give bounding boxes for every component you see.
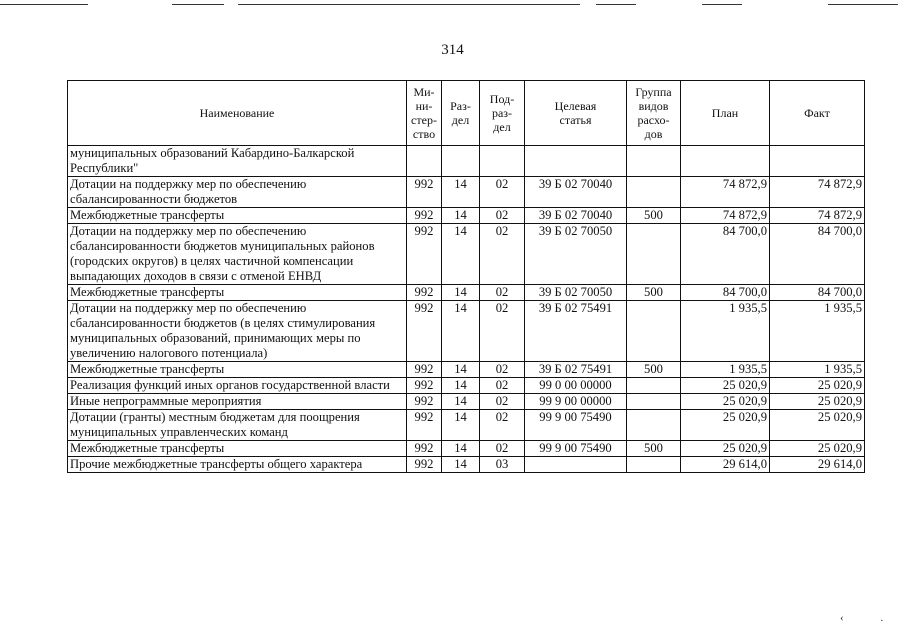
scan-mark: · — [880, 615, 884, 627]
cell-target: 99 9 00 00000 — [525, 394, 627, 410]
table-body — [68, 146, 865, 473]
cell-group: 500 — [627, 441, 681, 457]
table-row — [68, 285, 865, 301]
cell-subsection: 02 — [480, 208, 525, 224]
cell-plan: 1 935,5 — [681, 362, 770, 378]
cell-fact: 25 020,9 — [770, 394, 865, 410]
table-row — [68, 378, 865, 394]
cell-plan: 74 872,9 — [681, 177, 770, 208]
cell-ministry: 992 — [407, 394, 442, 410]
cell-target: 39 Б 02 70050 — [525, 285, 627, 301]
cell-section: 14 — [442, 394, 480, 410]
table-header-row — [68, 81, 865, 146]
cell-group: 500 — [627, 362, 681, 378]
cell-ministry: 992 — [407, 285, 442, 301]
cell-fact: 84 700,0 — [770, 285, 865, 301]
cell-section: 14 — [442, 410, 480, 441]
cell-fact: 25 020,9 — [770, 410, 865, 441]
cell-fact — [770, 146, 865, 177]
cell-target: 99 9 00 75490 — [525, 410, 627, 441]
header-plan: План — [681, 81, 770, 146]
cell-target: 39 Б 02 70040 — [525, 177, 627, 208]
table-row — [68, 208, 865, 224]
cell-name: Дотации (гранты) местным бюджетам для поощрения муниципальных управленческих команд — [68, 410, 407, 441]
cell-target: 99 9 00 75490 — [525, 441, 627, 457]
scan-artifact-line — [828, 4, 898, 5]
cell-fact: 25 020,9 — [770, 378, 865, 394]
cell-subsection: 02 — [480, 410, 525, 441]
cell-subsection: 02 — [480, 378, 525, 394]
cell-plan: 25 020,9 — [681, 410, 770, 441]
table-row — [68, 301, 865, 362]
cell-group — [627, 177, 681, 208]
cell-section: 14 — [442, 362, 480, 378]
cell-subsection: 02 — [480, 441, 525, 457]
cell-group — [627, 301, 681, 362]
cell-section: 14 — [442, 224, 480, 285]
scan-artifact-line — [172, 4, 224, 5]
cell-subsection: 02 — [480, 224, 525, 285]
cell-plan: 1 935,5 — [681, 301, 770, 362]
cell-plan: 29 614,0 — [681, 457, 770, 473]
cell-subsection: 02 — [480, 362, 525, 378]
cell-ministry: 992 — [407, 410, 442, 441]
cell-fact: 74 872,9 — [770, 208, 865, 224]
cell-ministry: 992 — [407, 362, 442, 378]
cell-ministry: 992 — [407, 208, 442, 224]
scan-artifact-line — [238, 4, 580, 5]
header-subsection: Под- раз- дел — [480, 81, 525, 146]
cell-target: 39 Б 02 75491 — [525, 362, 627, 378]
cell-subsection — [480, 146, 525, 177]
cell-target: 99 0 00 00000 — [525, 378, 627, 394]
table-row — [68, 146, 865, 177]
cell-ministry: 992 — [407, 378, 442, 394]
cell-section: 14 — [442, 208, 480, 224]
scan-artifact-line — [0, 4, 88, 5]
scan-artifact-line — [702, 4, 742, 5]
cell-target: 39 Б 02 75491 — [525, 301, 627, 362]
header-expense-group: Группа видов расхо- дов — [627, 81, 681, 146]
cell-name: муниципальных образований Кабардино-Балкарской Республики" — [68, 146, 407, 177]
cell-subsection: 02 — [480, 301, 525, 362]
budget-table — [67, 80, 865, 473]
cell-subsection: 02 — [480, 285, 525, 301]
header-target: Целевая статья — [525, 81, 627, 146]
cell-group — [627, 410, 681, 441]
cell-target: 39 Б 02 70050 — [525, 224, 627, 285]
cell-section: 14 — [442, 285, 480, 301]
cell-ministry: 992 — [407, 224, 442, 285]
cell-name: Прочие межбюджетные трансферты общего характера — [68, 457, 407, 473]
page-number: 314 — [441, 42, 464, 58]
cell-section: 14 — [442, 301, 480, 362]
header-fact: Факт — [770, 81, 865, 146]
cell-ministry — [407, 146, 442, 177]
cell-plan: 25 020,9 — [681, 394, 770, 410]
cell-ministry: 992 — [407, 301, 442, 362]
cell-fact: 25 020,9 — [770, 441, 865, 457]
table-row — [68, 362, 865, 378]
table-row — [68, 224, 865, 285]
cell-name: Дотации на поддержку мер по обеспечению сбалансированности бюджетов — [68, 177, 407, 208]
cell-section: 14 — [442, 441, 480, 457]
cell-target: 39 Б 02 70040 — [525, 208, 627, 224]
cell-group — [627, 457, 681, 473]
table-row — [68, 394, 865, 410]
header-name: Наименование — [68, 81, 407, 146]
cell-name: Межбюджетные трансферты — [68, 208, 407, 224]
table-row — [68, 177, 865, 208]
cell-name: Дотации на поддержку мер по обеспечению сбалансированности бюджетов (в целях стимулирования муниципальных образований, принимающих меры по увеличению налогового потенциала) — [68, 301, 407, 362]
cell-name: Реализация функций иных органов государственной власти — [68, 378, 407, 394]
scan-artifact-line — [596, 4, 636, 5]
cell-name: Межбюджетные трансферты — [68, 362, 407, 378]
cell-fact: 74 872,9 — [770, 177, 865, 208]
cell-plan — [681, 146, 770, 177]
cell-group — [627, 378, 681, 394]
cell-fact: 1 935,5 — [770, 362, 865, 378]
cell-section: 14 — [442, 457, 480, 473]
cell-group — [627, 146, 681, 177]
header-section: Раз- дел — [442, 81, 480, 146]
cell-name: Иные непрограммные мероприятия — [68, 394, 407, 410]
cell-ministry: 992 — [407, 441, 442, 457]
table-row — [68, 457, 865, 473]
cell-fact: 84 700,0 — [770, 224, 865, 285]
cell-plan: 74 872,9 — [681, 208, 770, 224]
cell-subsection: 03 — [480, 457, 525, 473]
cell-fact: 1 935,5 — [770, 301, 865, 362]
cell-plan: 84 700,0 — [681, 285, 770, 301]
cell-plan: 25 020,9 — [681, 378, 770, 394]
cell-group: 500 — [627, 285, 681, 301]
cell-group — [627, 224, 681, 285]
cell-plan: 25 020,9 — [681, 441, 770, 457]
cell-name: Дотации на поддержку мер по обеспечению сбалансированности бюджетов муниципальных районов (городских округов) в целях частичной компенсации выпадающих доходов в связи с отменой ЕНВД — [68, 224, 407, 285]
cell-subsection: 02 — [480, 177, 525, 208]
scan-mark: ‹ — [840, 612, 844, 624]
cell-group — [627, 394, 681, 410]
cell-section — [442, 146, 480, 177]
cell-fact: 29 614,0 — [770, 457, 865, 473]
cell-ministry: 992 — [407, 457, 442, 473]
cell-ministry: 992 — [407, 177, 442, 208]
cell-target — [525, 146, 627, 177]
header-ministry: Ми- ни- стер- ство — [407, 81, 442, 146]
table-row — [68, 441, 865, 457]
cell-plan: 84 700,0 — [681, 224, 770, 285]
table-row — [68, 410, 865, 441]
cell-target — [525, 457, 627, 473]
cell-section: 14 — [442, 177, 480, 208]
cell-subsection: 02 — [480, 394, 525, 410]
cell-name: Межбюджетные трансферты — [68, 285, 407, 301]
cell-group: 500 — [627, 208, 681, 224]
cell-name: Межбюджетные трансферты — [68, 441, 407, 457]
cell-section: 14 — [442, 378, 480, 394]
